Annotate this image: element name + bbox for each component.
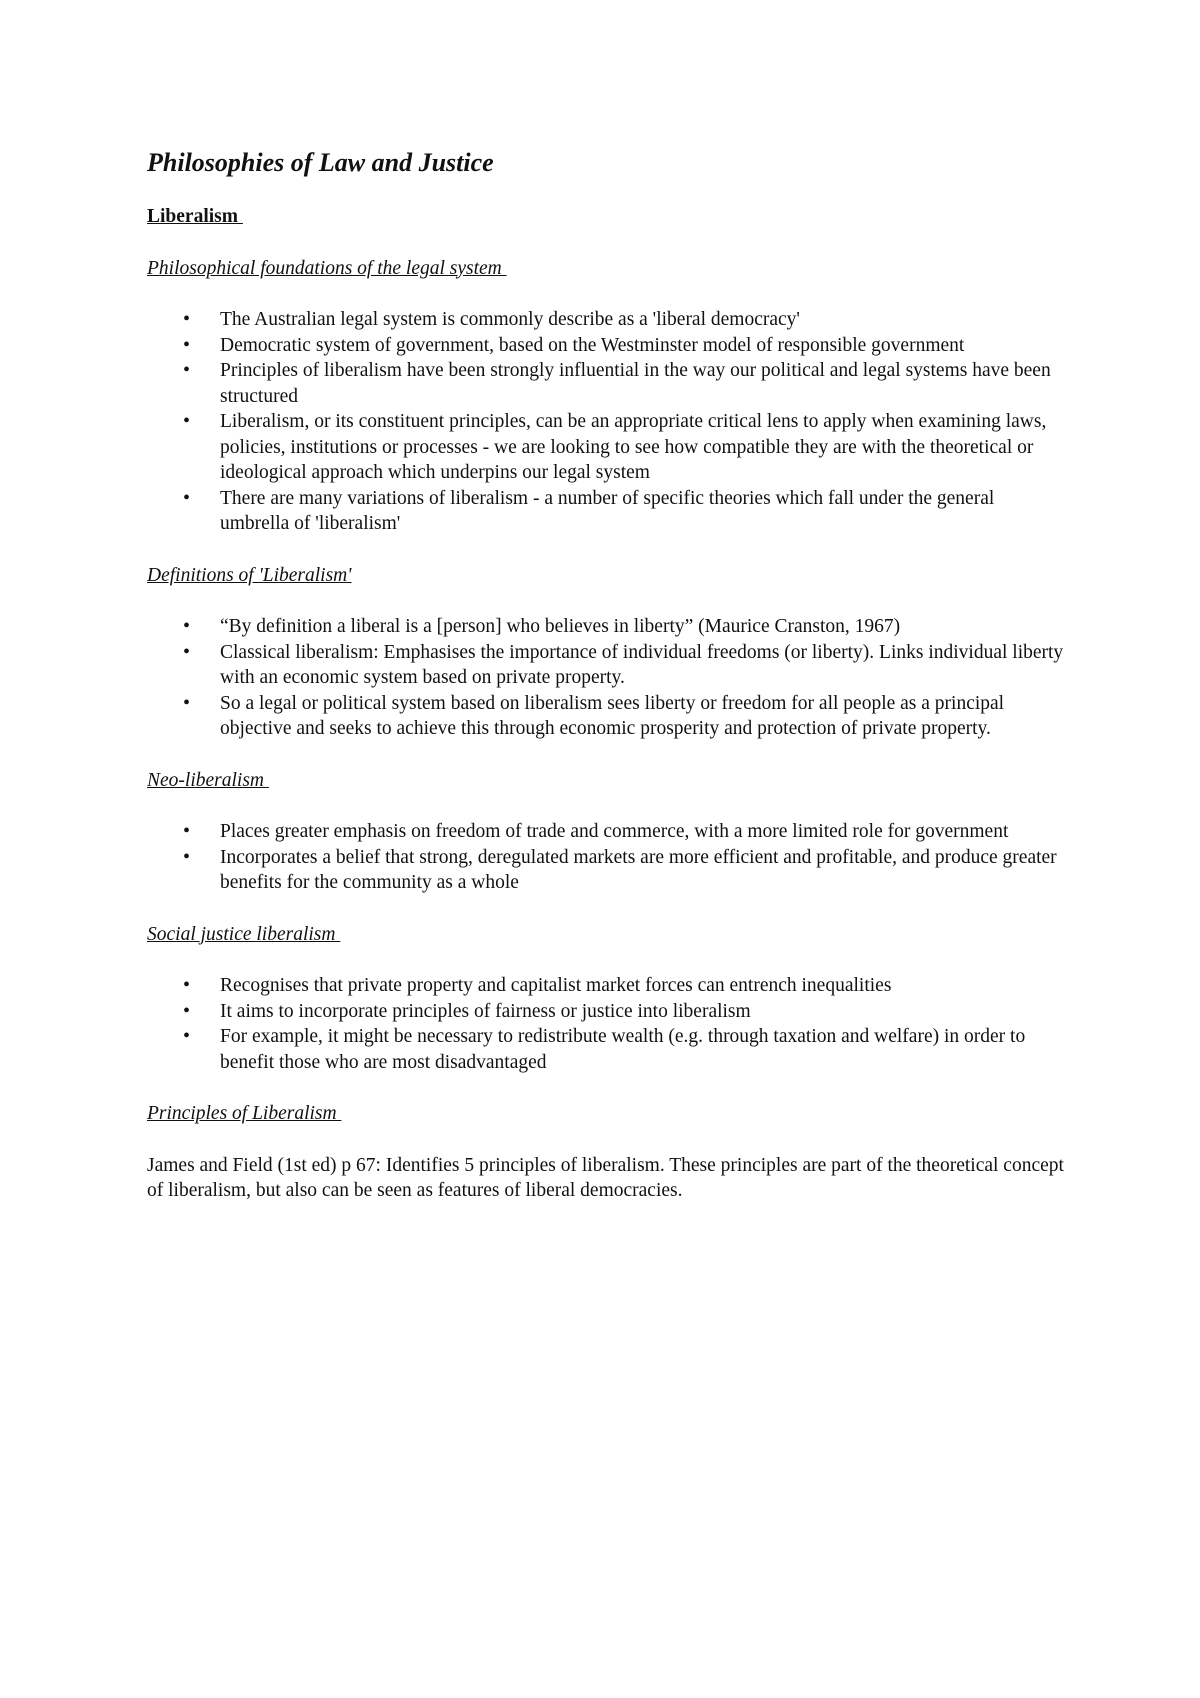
list-item: • Incorporates a belief that strong, deregulated markets are more efficient and profitable, and produce greater benefits for the community as a whole <box>183 845 1057 893</box>
bullet-icon: • <box>183 691 191 714</box>
paragraph-principles: James and Field (1st ed) p 67: Identifies 5 principles of liberalism. These principles are part of the theoretical concept of liberalism, but also can be seen as features of liberal democracies. <box>147 1154 1064 1201</box>
bullet-list-foundations <box>147 307 1067 537</box>
subheading-definitions: Definitions of 'Liberalism' <box>147 564 352 586</box>
bullet-list-definitions <box>147 614 1067 742</box>
bullet-icon: • <box>183 999 191 1022</box>
bullet-icon: • <box>183 615 191 637</box>
list-item: • So a legal or political system based on liberalism sees liberty or freedom for all people as a principal objective and seeks to achieve this through economic prosperity and protection of private property. <box>183 691 1005 739</box>
list-item: • Liberalism, or its constituent principles, can be an appropriate critical lens to apply when examining laws, policies, institutions or processes - we are looking to see how compatible they are with the theoretical or ideological approach which underpins our legal system <box>183 410 1047 483</box>
bullet-icon: • <box>183 359 191 381</box>
list-item: • For example, it might be necessary to redistribute wealth (e.g. through taxation and welfare) in order to benefit those who are most disadvantaged <box>183 1025 1026 1073</box>
bullet-icon: • <box>183 410 191 432</box>
list-item: • Principles of liberalism have been strongly influential in the way our political and legal systems have been structured <box>183 359 1051 407</box>
bullet-icon: • <box>183 308 191 330</box>
list-item: • Democratic system of government, based on the Westminster model of responsible government <box>147 333 1067 359</box>
bullet-icon: • <box>183 333 191 356</box>
bullet-icon: • <box>183 640 191 663</box>
document-page <box>147 140 1067 1204</box>
list-item: • Classical liberalism: Emphasises the importance of individual freedoms (or liberty). Links individual liberty with an economic system based on private property. <box>183 640 1064 688</box>
subheading-neo-liberalism: Neo-liberalism <box>147 769 269 791</box>
bullet-list-social-justice <box>147 973 1067 1075</box>
bullet-icon: • <box>183 1025 191 1047</box>
bullet-icon: • <box>183 486 191 509</box>
bullet-list-neo-liberalism <box>147 819 1067 896</box>
subheading-philosophical-foundations: Philosophical foundations of the legal system <box>147 257 507 279</box>
bullet-icon: • <box>183 974 191 996</box>
list-item: • Places greater emphasis on freedom of trade and commerce, with a more limited role for government <box>147 819 1067 845</box>
list-item: • “By definition a liberal is a [person] who believes in liberty” (Maurice Cranston, 1967) <box>147 614 1067 640</box>
subheading-principles-of-liberalism: Principles of Liberalism <box>147 1103 342 1124</box>
section-heading-liberalism: Liberalism <box>147 206 243 227</box>
list-item: • There are many variations of liberalism - a number of specific theories which fall under the general umbrella of 'liberalism' <box>183 486 995 534</box>
bullet-icon: • <box>183 820 191 842</box>
list-item: • Recognises that private property and capitalist market forces can entrench inequalities <box>147 973 1067 999</box>
document-title: Philosophies of Law and Justice <box>147 148 494 177</box>
list-item: • The Australian legal system is commonly describe as a 'liberal democracy' <box>147 307 1067 333</box>
list-item: • It aims to incorporate principles of fairness or justice into liberalism <box>147 999 1067 1025</box>
subheading-social-justice-liberalism: Social justice liberalism <box>147 923 341 945</box>
bullet-icon: • <box>183 845 191 868</box>
